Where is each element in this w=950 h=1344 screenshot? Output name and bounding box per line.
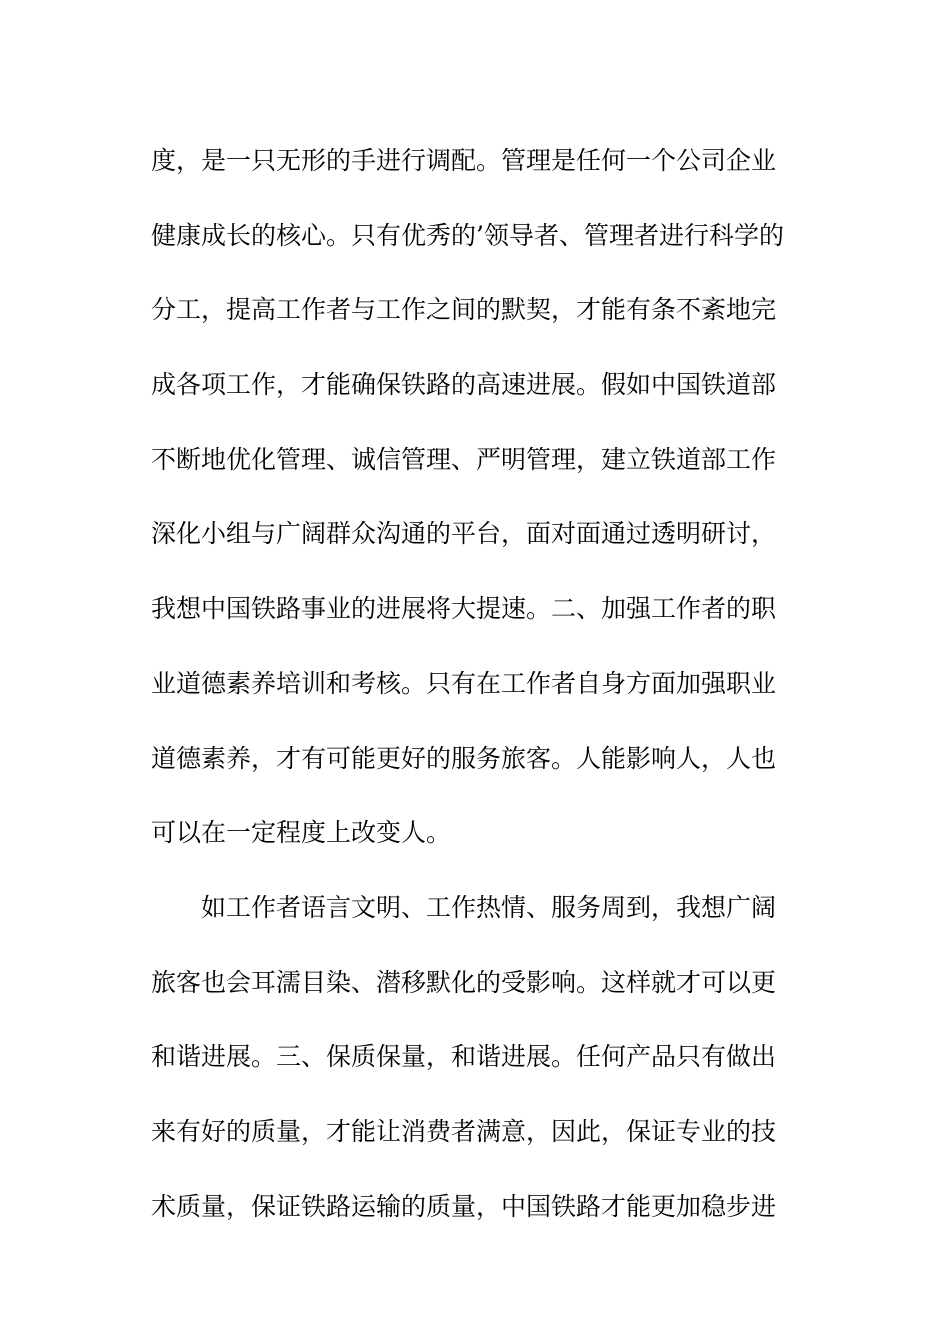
text-line: 度，是一只无形的手进行调配。管理是任何一个公司企业 xyxy=(151,146,777,175)
text-line: 深化小组与广阔群众沟通的平台，面对面通过透明研讨， xyxy=(151,519,777,549)
text-line: 道德素养，才有可能更好的服务旅客。人能影响人，人也 xyxy=(151,743,777,773)
text-line: 旅客也会耳濡目染、潜移默化的受影响。这样就才可以更 xyxy=(151,967,777,997)
text-line: 分工，提高工作者与工作之间的默契，才能有条不紊地完 xyxy=(151,295,777,325)
text-line: 成各项工作，才能确保铁路的高速进展。假如中国铁道部 xyxy=(151,370,777,400)
text-line: 业道德素养培训和考核。只有在工作者自身方面加强职业 xyxy=(151,668,777,698)
text-line: 和谐进展。三、保质保量，和谐进展。任何产品只有做出 xyxy=(151,1042,777,1072)
body-text xyxy=(151,124,811,1244)
text-line-indented: 如工作者语言文明、工作热情、服务周到，我想广阔 xyxy=(201,892,777,922)
text-line: 术质量，保证铁路运输的质量，中国铁路才能更加稳步进 xyxy=(151,1191,777,1221)
text-line: 来有好的质量，才能让消费者满意，因此，保证专业的技 xyxy=(151,1116,777,1146)
text-line: 健康成长的核心。只有优秀的’领导者、管理者进行科学的 xyxy=(151,220,784,250)
text-line: 我想中国铁路事业的进展将大提速。二、加强工作者的职 xyxy=(151,594,777,624)
text-line: 不断地优化管理、诚信管理、严明管理，建立铁道部工作 xyxy=(151,444,777,474)
text-line: 可以在一定程度上改变人。 xyxy=(151,818,452,848)
